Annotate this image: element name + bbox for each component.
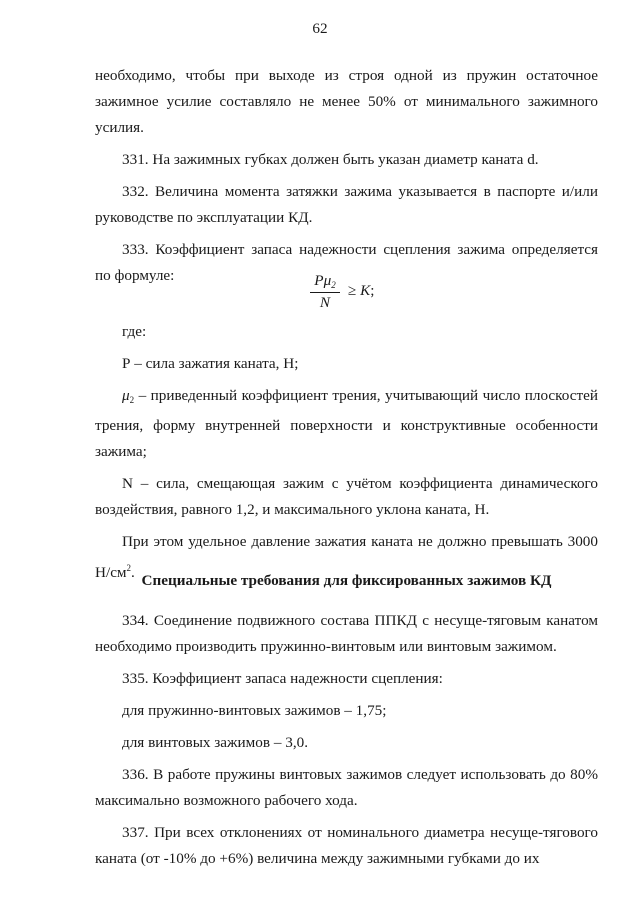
formula-numerator: $P\mu_2$ <box>314 272 336 290</box>
paragraph-continuation: необходимо, чтобы при выходе из строя одной из пружин остаточное зажимное усилие составляло не менее 50% от минимального зажимного усилия. <box>95 67 598 136</box>
formula <box>308 268 428 318</box>
definitions-block <box>95 319 598 586</box>
paragraph-337: 337. При всех отклонениях от номинального диаметра несуще-тягового каната (от -10% до +6%) величина между зажимными губками до их <box>95 824 598 867</box>
pressure-paragraph: При этом удельное давление зажатия каната не должно превышать 3000 $Н/см^2$. <box>95 533 598 581</box>
definition-mu: $\mu_2$ – приведенный коэффициент трения, учитывающий число плоскостей трения, форму внутренней поверхности и конструктивные особенности зажима; <box>95 387 598 460</box>
definition-n: N – сила, смещающая зажим с учётом коэффициента динамического воздействия, равного 1,2, и максимального уклона каната, Н. <box>95 475 598 518</box>
formula-relation: ≥ K; <box>348 282 375 299</box>
page-number: 62 <box>312 20 328 37</box>
bottom-text-block <box>95 608 598 872</box>
paragraph-336: 336. В работе пружины винтовых зажимов следует использовать до 80% максимально возможного рабочего хода. <box>95 766 598 809</box>
where-label: где: <box>122 323 147 340</box>
paragraph-335b: для винтовых зажимов – 3,0. <box>122 734 309 751</box>
section-heading: Специальные требования для фиксированных зажимов КД <box>141 572 552 589</box>
paragraph-332: 332. Величина момента затяжки зажима указывается в паспорте и/или руководстве по эксплуатации КД. <box>95 183 598 226</box>
paragraph-335a: для пружинно-винтовых зажимов – 1,75; <box>122 702 387 719</box>
paragraph-331: 331. На зажимных губках должен быть указан диаметр каната d. <box>122 151 539 168</box>
formula-denominator: N <box>319 294 331 311</box>
top-text-block <box>95 63 598 289</box>
definition-p: Р – сила зажатия каната, Н; <box>122 355 299 372</box>
paragraph-333: 333. Коэффициент запаса надежности сцепления зажима определяется по формуле: <box>95 241 598 284</box>
paragraph-334: 334. Соединение подвижного состава ППКД с несуще-тяговым канатом необходимо производить пружинно-винтовым или винтовым зажимом. <box>95 612 598 655</box>
paragraph-335: 335. Коэффициент запаса надежности сцепления: <box>122 670 443 687</box>
